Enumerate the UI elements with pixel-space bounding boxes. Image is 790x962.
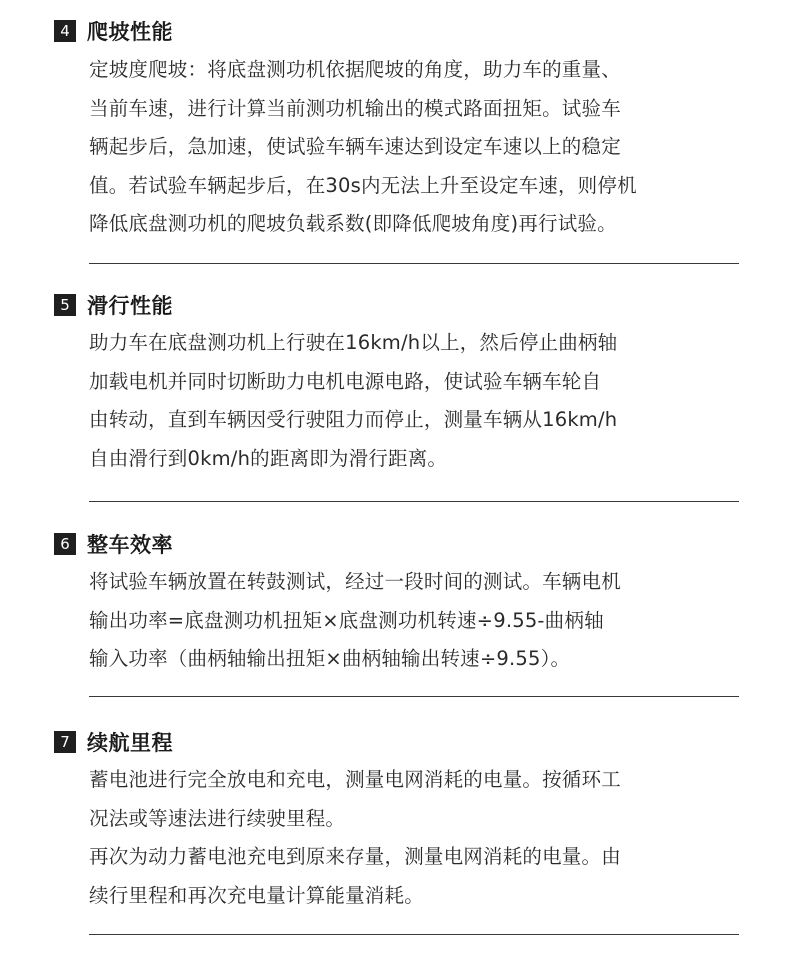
body-line: 助力车在底盘测功机上行驶在16km/h以上，然后停止曲柄轴 xyxy=(89,331,618,354)
section-number-badge: 4 xyxy=(54,20,76,42)
body-line: 辆起步后，急加速，使试验车辆车速达到设定车速以上的稳定 xyxy=(89,135,621,158)
section-body xyxy=(89,563,739,679)
body-line: 输出功率=底盘测功机扭矩×底盘测功机转速÷9.55-曲柄轴 xyxy=(89,608,604,632)
section-body xyxy=(89,761,739,915)
section-number-badge: 6 xyxy=(54,533,76,555)
section-title: 整车效率 xyxy=(87,533,173,557)
section-divider xyxy=(89,696,739,697)
section-number-badge: 5 xyxy=(54,294,76,316)
body-line: 再次为动力蓄电池充电到原来存量，测量电网消耗的电量。由 xyxy=(89,845,621,868)
section-header xyxy=(54,727,173,757)
section-body xyxy=(89,51,739,244)
body-line: 定坡度爬坡：将底盘测功机依据爬坡的角度，助力车的重量、 xyxy=(89,58,621,81)
body-line: 将试验车辆放置在转鼓测试，经过一段时间的测试。车辆电机 xyxy=(89,570,621,593)
body-line: 降低底盘测功机的爬坡负载系数(即降低爬坡角度)再行试验。 xyxy=(89,212,617,235)
section-divider xyxy=(89,934,739,935)
body-line: 加载电机并同时切断助力电机电源电路，使试验车辆车轮自 xyxy=(89,369,602,393)
section-divider xyxy=(89,263,739,264)
body-line: 蓄电池进行完全放电和充电，测量电网消耗的电量。按循环工 xyxy=(89,768,621,791)
section-divider xyxy=(89,501,739,502)
body-line: 输入功率（曲柄轴输出扭矩×曲柄轴输出转速÷9.55）。 xyxy=(89,647,571,670)
body-line: 值。若试验车辆起步后，在30s内无法上升至设定车速，则停机 xyxy=(89,173,637,197)
body-line: 当前车速，进行计算当前测功机输出的模式路面扭矩。试验车 xyxy=(89,96,621,120)
section-number-badge: 7 xyxy=(54,731,76,753)
section-header xyxy=(54,529,173,559)
section-header xyxy=(54,16,173,46)
body-line: 况法或等速法进行续驶里程。 xyxy=(89,806,346,830)
body-line: 续行里程和再次充电量计算能量消耗。 xyxy=(89,883,424,907)
section-title: 续航里程 xyxy=(87,731,173,755)
section-header xyxy=(54,290,173,320)
section-title: 滑行性能 xyxy=(87,294,173,318)
section-body xyxy=(89,324,739,478)
body-line: 自由滑行到0km/h的距离即为滑行距离。 xyxy=(89,446,448,470)
body-line: 由转动，直到车辆因受行驶阻力而停止，测量车辆从16km/h xyxy=(89,408,618,431)
section-title: 爬坡性能 xyxy=(87,20,173,44)
